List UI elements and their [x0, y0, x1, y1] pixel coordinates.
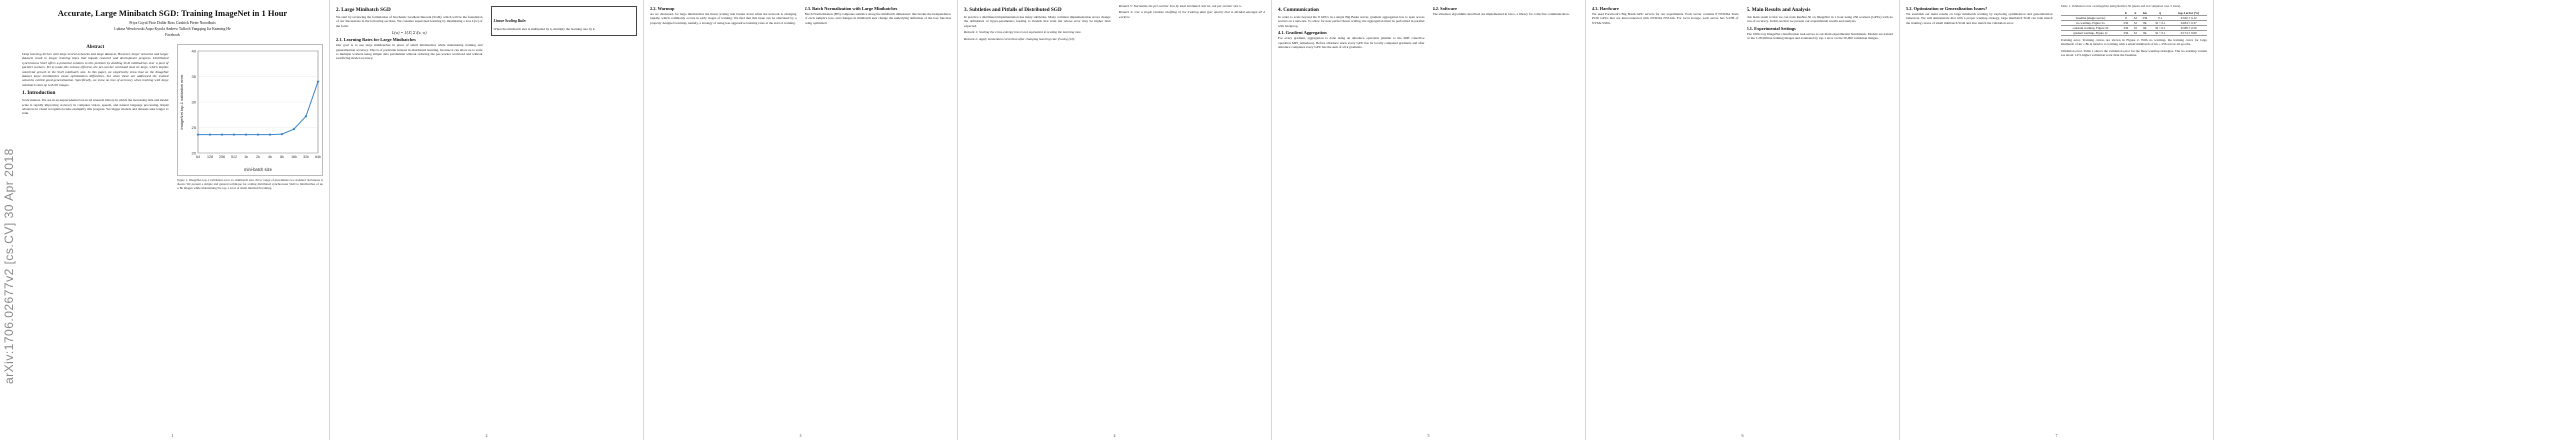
page-2-left-column — [336, 4, 483, 428]
table-header-cell: k — [2120, 11, 2131, 16]
data-point — [268, 134, 270, 136]
page-2-right-column — [491, 4, 638, 428]
sec42-heading: 4.2. Software — [1432, 6, 1457, 11]
page-4-right-column — [1119, 4, 1266, 428]
y-tick-label: 35 — [191, 74, 196, 79]
figure-1 — [177, 44, 324, 176]
sec22-heading: 2.2. Warmup — [650, 6, 675, 11]
figure-1-chart — [178, 45, 324, 175]
x-tick-label: 64k — [314, 155, 321, 159]
authors-line-1: Priya Goyal Piotr Dollár Ross Girshick Pieter Noordhuis — [129, 21, 216, 25]
sec23-heading: 2.3. Batch Normalization with Large Minibatches — [804, 6, 898, 11]
page-5 — [1272, 0, 1586, 440]
page-3 — [644, 0, 958, 440]
sec4-text: In order to scale beyond the 8 GPUs in a single Big Basin server, gradient aggregation has to span across servers on a network. To allow for near perfect linear scaling, the aggregation must be performed in parallel with backprop. — [1278, 15, 1425, 28]
table-cell: 25.88 ± 0.56 — [2170, 26, 2207, 31]
sec22-text: As we discussed, for large minibatches the linear scaling rule breaks down when the network is changing rapidly, which commonly occurs in early stages of training. We find that this issue can be alleviated by a properly designed warmup, namely, a strategy of using less aggressive learning rates at the start of training. — [650, 12, 797, 25]
page-6-right-column — [1747, 4, 1894, 428]
sec21-text: Our goal is to use large minibatches in place of small minibatches while maintaining training and generalization accuracy. This is of particular interest in distributed learning, because it can allow us to scale to multiple workers using simple data parallelism without reducing the per-worker workload and without sacrificing model accuracy. — [336, 43, 483, 61]
page-number: 2 — [485, 433, 488, 438]
results-table — [2061, 11, 2208, 36]
data-point — [208, 134, 210, 136]
table-cell: 32 × 0.1 — [2150, 26, 2170, 31]
page-3-right-column — [805, 4, 952, 428]
sec4-heading: 4. Communication — [1278, 7, 1319, 13]
sec3-text: In practice a distributed implementation has many subtleties. Many common implementation errors change the definitions of hyper-parameters, leading to models that train but whose error may be higher than expected. — [964, 15, 1111, 28]
paper-title: Accurate, Large Minibatch SGD: Training ImageNet in 1 Hour — [57, 8, 288, 18]
sec2-text: We start by reviewing the formulation of Stochastic Gradient Descent (SGD), which will be the foundation of our discussions in the following sections. We consider supervised learning by minimizing a loss L(w) of the form: — [336, 15, 483, 28]
table-row — [2061, 31, 2208, 36]
table-cell: 32 — [2131, 16, 2139, 21]
abstract-heading: Abstract — [86, 45, 105, 50]
intro-text: Scale matters. We are in an unprecedented era in AI research history in which the increasing data and model scale is rapidly improving accuracy in computer vision, speech, and natural language processing. Rapid advances in visual recognition tasks exemplify this progress. Yet bigger models and datasets take longer to train. — [22, 98, 169, 116]
sec52-text: We establish our main results on large minibatch training by exploring optimization and generalization behaviors. We will demonstrate that with a proper warmup strategy, large minibatch SGD can both match the training curves of small minibatch SGD and also match the validation error. — [1906, 12, 2053, 25]
data-point — [244, 134, 246, 136]
sec51-text: The 1000-way ImageNet classification task serves as our main experimental benchmark. Models are trained on the 1.28 million training images and evaluated by top-1 error on the 50,000 validation images. — [1746, 31, 1893, 41]
arxiv-id: arXiv:1706.02677v2 [cs.CV] 30 Apr 2018 — [2, 148, 16, 384]
table-row — [2061, 26, 2208, 31]
table-cell: 8k — [2139, 21, 2150, 26]
x-tick-label: 4k — [267, 155, 272, 159]
page-6-left-column — [1592, 4, 1739, 428]
page-number: 4 — [1113, 433, 1116, 438]
page-2 — [330, 0, 644, 440]
remark-2: Remark 2: Apply momentum correction after changing learning rate if using (10). — [964, 36, 1076, 41]
table-cell: 32 × 0.1 — [2150, 31, 2170, 36]
x-tick-label: 32k — [302, 155, 309, 159]
rule-box-title: Linear Scaling Rule: — [493, 19, 527, 23]
page-7-left-column — [1906, 4, 2053, 428]
page-number: 7 — [2055, 433, 2058, 438]
x-tick-label: 16k — [290, 155, 297, 159]
table-cell: 23.60 ± 0.12 — [2170, 16, 2207, 21]
y-axis-label: ImageNet top-1 validation error — [178, 74, 184, 130]
sec51-heading: 5.1. Experimental Settings — [1746, 25, 1796, 31]
table-cell: 23.74 ± 0.09 — [2170, 31, 2207, 36]
table-cell: 8k — [2139, 31, 2150, 36]
table-header-cell: n — [2131, 11, 2139, 16]
table-header-cell: top-1 error (%) — [2170, 11, 2207, 16]
x-tick-label: 64 — [195, 155, 200, 159]
page-6 — [1586, 0, 1900, 440]
data-point — [292, 128, 294, 130]
table-cell: 32 — [2131, 21, 2139, 26]
sec43-text: We used Facebook's Big Basin GPU servers for our experiments. Each server contains 8 NVIDIA Tesla P100 GPUs that are interconnected with NVIDIA NVLink. For local storage, each server has 3.2TB of NVMe SSDs. — [1592, 12, 1739, 25]
sec42-text: The allreduce algorithms described are implemented in Gloo, a library for collective communication. — [1432, 12, 1570, 16]
data-point — [280, 133, 282, 135]
page-7 — [1900, 0, 2214, 440]
table-cell: 256 — [2120, 26, 2131, 31]
remark-3: Remark 3: Normalize the per-worker loss by total minibatch size kn, not per-worker size n. — [1118, 4, 1242, 8]
table-cell: gradual warmup, Figure 2c — [2061, 31, 2121, 36]
sec5-heading: 5. Main Results and Analysis — [1746, 7, 1811, 13]
page-number: 6 — [1741, 433, 1744, 438]
table-cell: constant warmup, Figure 2b — [2061, 26, 2121, 31]
y-tick-label: 20 — [191, 150, 196, 156]
linear-scaling-rule-box — [491, 6, 638, 36]
intro-heading: 1. Introduction — [22, 90, 56, 97]
data-point — [256, 134, 258, 136]
page-1-right-column — [177, 42, 324, 422]
page-4-left-column — [964, 4, 1111, 428]
authors-line-2: Lukasz Wesolowski Aapo Kyrola Andrew Tulloch Yangqing Jia Kaiming He — [114, 27, 231, 31]
table-header-cell: kn — [2139, 11, 2150, 16]
page-7-right-column — [2061, 4, 2208, 428]
page-number: 3 — [799, 433, 802, 438]
y-tick-label: 40 — [191, 48, 196, 54]
validation-error-text: Validation error. Table 1 shows the validation error for the three warmup strategies. The no-warmup variant has about 1.2% higher validation error than the baseline. — [2060, 48, 2207, 58]
page-5-left-column — [1278, 4, 1425, 428]
table-cell: no warmup, Figure 2a — [2061, 21, 2121, 26]
table-cell: 8k — [2139, 26, 2150, 31]
sec43-heading: 4.3. Hardware — [1592, 6, 1619, 11]
data-point — [220, 134, 222, 136]
data-point — [316, 81, 318, 83]
table-cell: 32 × 0.1 — [2150, 21, 2170, 26]
y-tick-label: 25 — [191, 125, 196, 130]
figure-1-caption: Figure 1. ImageNet top-1 validation error vs. minibatch size. Error range of plus/minus two standard deviations is shown. We present a simple and general technique for scaling distributed synchronous SGD to minibatches of up to 8k images while maintaining the top-1 error of small minibatch training. — [176, 178, 323, 190]
sec5-text: Our main result is that we can train ResNet-50 on ImageNet in 1 hour using 256 workers (GPUs) with no loss of accuracy. In this section we present our experimental results and analysis. — [1746, 15, 1893, 24]
sec2-heading: 2. Large Minibatch SGD — [336, 7, 391, 13]
x-tick-label: 2k — [255, 155, 260, 159]
table-header-cell: η — [2150, 11, 2170, 16]
data-point — [232, 134, 234, 136]
x-tick-label: 8k — [279, 155, 284, 159]
page-4 — [958, 0, 1272, 440]
training-error-text: Training error. Training curves are shown in Figure 2. With no warmup, the training curve for large minibatch of kn = 8k is inferior to training with a small minibatch of kn = 256 across all epochs. — [2060, 38, 2207, 47]
remark-1: Remark 1: Scaling the cross-entropy loss is not equivalent to scaling the learning rate. — [964, 30, 1082, 35]
x-tick-label: 256 — [218, 155, 225, 159]
x-axis-label: mini-batch size — [243, 167, 272, 172]
affiliation: Facebook — [165, 33, 180, 37]
sec23-text: Batch Normalization (BN) computes statistics along the minibatch dimension: this breaks the independence of each sample's loss, and changes in minibatch size change the underlying definition of the loss function being optimized. — [804, 12, 951, 25]
table-cell: 256 — [2139, 16, 2150, 21]
data-point — [196, 134, 198, 136]
remark-4: Remark 4: Use a single random shuffling of the training data (per epoch) that is divided amongst all k workers. — [1118, 10, 1265, 19]
page-3-left-column — [650, 4, 797, 428]
sec41-text: For every gradient, aggregation is done using an allreduce operation (similar to the MPI collective operation MPI_Allreduce). Before allreduce starts every GPU has its locally computed gradients and after allreduce completes every GPU has the sum of all k gradients. — [1278, 36, 1425, 50]
sec21-heading: 2.1. Learning Rates for Large Minibatches — [336, 37, 416, 43]
arxiv-stamp — [0, 0, 16, 440]
sec52-heading: 5.2. Optimization or Generalization Issues? — [1906, 6, 1988, 11]
x-tick-label: 128 — [206, 155, 213, 159]
table-cell: 24.84 ± 0.37 — [2170, 21, 2207, 26]
table-cell: 256 — [2120, 31, 2131, 36]
table-cell: 256 — [2120, 21, 2131, 26]
x-tick-label: 1k — [243, 155, 248, 159]
table-cell: baseline (single server) — [2061, 16, 2121, 21]
table-cell: 32 — [2131, 31, 2139, 36]
y-tick-label: 30 — [191, 99, 196, 105]
sec3-heading: 3. Subtleties and Pitfalls of Distributed SGD — [964, 7, 1062, 13]
table-cell: 32 — [2131, 26, 2139, 31]
table-cell: 0.1 — [2150, 16, 2170, 21]
table-cell: 8 — [2120, 16, 2131, 21]
table-row — [2061, 21, 2208, 26]
page-number: 1 — [171, 433, 174, 438]
series-line — [198, 82, 318, 135]
sec41-heading: 4.1. Gradient Aggregation — [1278, 30, 1327, 36]
abstract-text: Deep learning thrives with large neural networks and large datasets. However, larger networks and larger datasets result in longer training times that impede research and development progress. Distributed synchronous SGD offers a potential solution to this problem by dividing SGD minibatches over a pool of parallel workers. Yet to make this scheme efficient, the per-worker workload must be large, which implies nontrivial growth in the SGD minibatch size. In this paper, we empirically show that on the ImageNet dataset large minibatches cause optimization difficulties, but when these are addressed the trained networks exhibit good generalization. Specifically, we show no loss of accuracy when training with large minibatch sizes up to 8192 images. — [22, 52, 169, 87]
equation-1: L(w) = 1/|X| Σ l(x, w) — [391, 30, 427, 36]
page-1 — [16, 0, 330, 440]
table-row — [2061, 16, 2208, 21]
page-5-right-column — [1433, 4, 1580, 428]
rule-box-text: When the minibatch size is multiplied by k, multiply the learning rate by k. — [493, 27, 596, 31]
page-number: 5 — [1427, 433, 1430, 438]
x-tick-label: 512 — [230, 155, 237, 159]
table-1-caption: Table 1. Validation error on ImageNet using ResNet-50 (mean and std computed over 5 trials). — [2060, 4, 2181, 8]
data-point — [304, 115, 306, 117]
page-1-left-column — [22, 42, 169, 422]
